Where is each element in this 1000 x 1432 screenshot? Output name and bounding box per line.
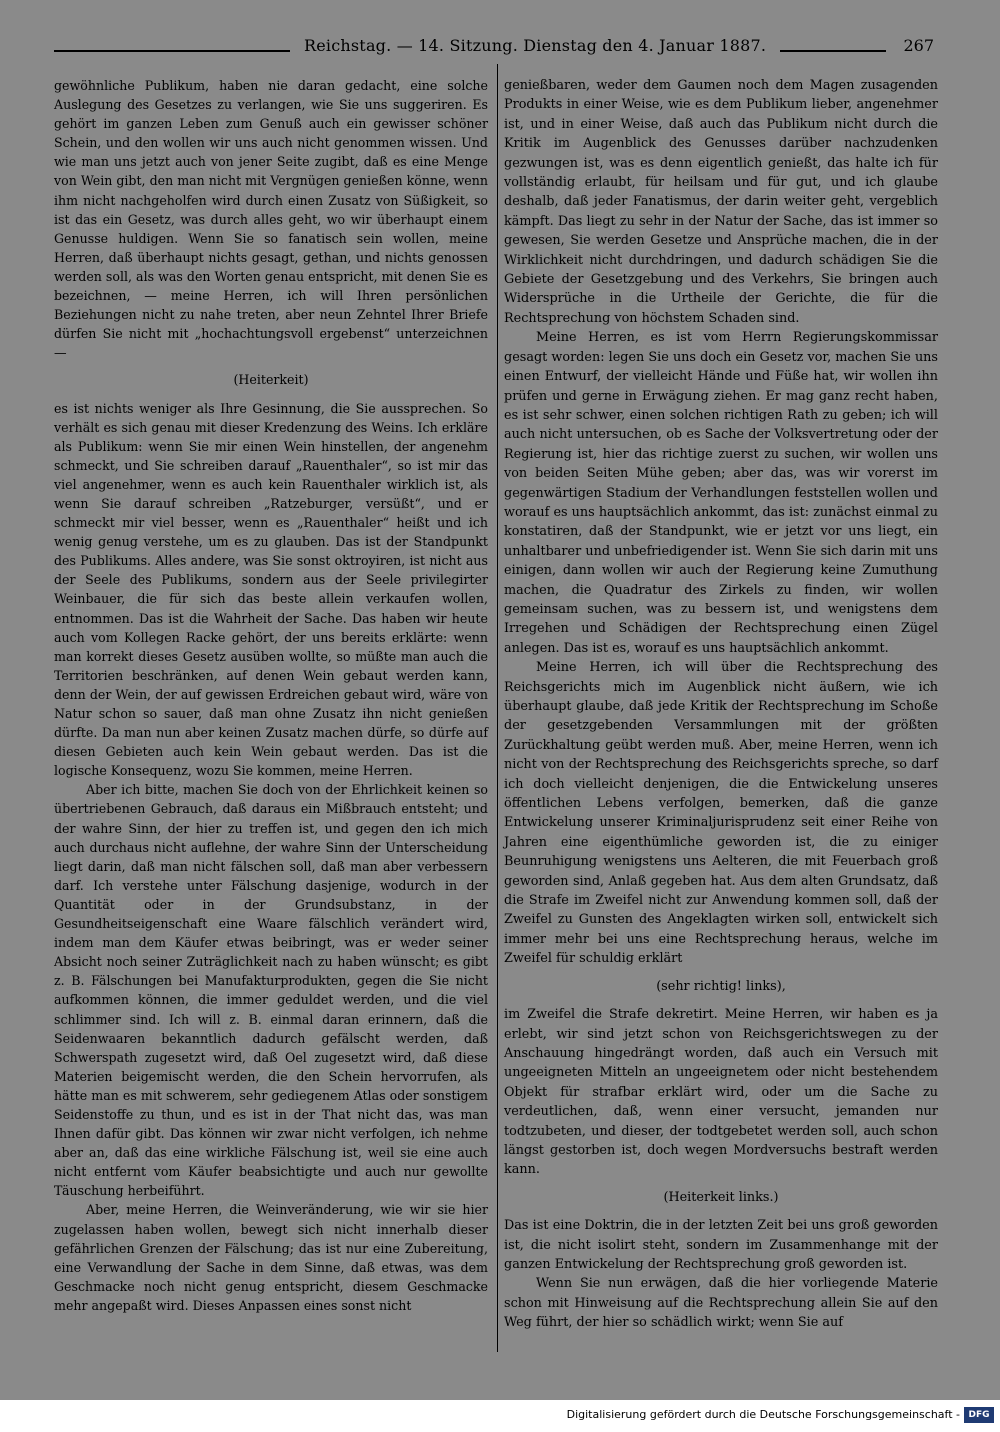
right-column <box>504 76 938 1333</box>
page-number: 267 <box>903 36 934 55</box>
interjection: (Heiterkeit) <box>233 372 309 388</box>
paragraph: Aber ich bitte, machen Sie doch von der Ehrlichkeit keinen so übertriebenen Gebrauch, daß daraus ein Mißbrauch entsteht; und der wahre Sinn, der hier zu treffen ist, und gegen den ich mich auch durchaus nicht auflehne, der wahre Sinn der Unterscheidung liegt darin, daß man nicht fälschen soll, daß man aber verbessern darf. Ich verstehe unter Fälschung dasjenige, wodurch in der Quantität oder in der Grundsubstanz, in der Gesundheitseigenschaft eine Waare fälschlich verändert wird, indem man dem Käufer etwas beibringt, was er weder seiner Absicht noch seiner Zuträglichkeit nach zu haben wünscht; es gibt z. B. Fälschungen bei Manufakturprodukten, gegen die Sie nicht aufkommen können, die immer geduldet werden, und die viel schlimmer sind. Ich will z. B. einmal daran erinnern, daß die Seidenwaaren bekanntlich dadurch gefälscht werden, daß Schwerspath zugesetzt wird, daß Oel zugesetzt wird, daß diese Materien beigemischt werden, die den Schein hervorrufen, als hätte man es mit schwerem, sehr gediegenem Atlas oder sonstigem Seidenstoffe zu thun, und es ist in der That nicht das, was man Ihnen dafür gibt. Das können wir zwar nicht verfolgen, ich nehme aber an, daß das eine wirkliche Fälschung ist, weil sie eine auch nicht entfernt vom Käufer beabsichtigte und auch nur gewollte Täuschung herbeiführt. <box>54 782 488 1199</box>
paragraph: Meine Herren, ich will über die Rechtsprechung des Reichsgerichts mich im Augenblick nicht äußern, wie ich überhaupt glaube, daß jede Kritik der Rechtsprechung im Schoße der gesetzgebenden Versammlungen mit der größten Zurückhaltung geübt werden muß. Aber, meine Herren, wenn ich nicht von der Rechtsprechung des Reichsgerichts spreche, so darf ich doch vielleicht denjenigen, die die Entwickelung unseres öffentlichen Lebens verfolgen, bemerken, daß die ganze Entwickelung unserer Kriminaljurisprudenz seit einer Reihe von Jahren eine eigenthümliche geworden ist, die zu einiger Beunruhigung wenigstens uns Aelteren, die mit Feuerbach groß geworden sind, Anlaß gegeben hat. Aus dem alten Grundsatz, daß die Strafe im Zweifel nicht zur Anwendung kommen soll, daß der Zweifel zu Gunsten des Angeklagten wirken soll, entwickelt sich immer mehr bei uns eine Rechtsprechung heraus, welche im Zweifel für schuldig erklärt <box>504 660 938 967</box>
footer-credit: Digitalisierung gefördert durch die Deutsche Forschungsgemeinschaft - <box>566 1408 960 1421</box>
header-title: Reichstag. — 14. Sitzung. Dienstag den 4. Januar 1887. <box>304 36 767 55</box>
paragraph: Wenn Sie nun erwägen, daß die hier vorliegende Materie schon mit Hinweisung auf die Rechtsprechung allein Sie auf den Weg führt, der hier so schädlich wirkt; wenn Sie auf <box>504 1276 938 1331</box>
dfg-logo: DFG <box>964 1407 994 1423</box>
header-rule-right <box>780 50 886 52</box>
paragraph: im Zweifel die Strafe dekretirt. Meine Herren, wir haben es ja erlebt, wir sind jetzt schon von Reichsgerichtswegen zu der Anschauung hingedrängt worden, daß auch ein Versuch mit ungeeigneten Mitteln an ungeeignetem oder nicht bestehendem Objekt für strafbar erklärt wird, oder um die Sache zu verdeutlichen, daß, wenn einer versucht, jemanden nur todtzubeten, und dieser, der todtgebetet werden soll, auch schon längst gestorben ist, doch wegen Mordversuchs bestraft werden kann. <box>504 1007 938 1178</box>
paragraph: gewöhnliche Publikum, haben nie daran gedacht, eine solche Auslegung des Gesetzes zu verlangen, wie Sie uns suggeriren. Es gehört im ganzen Leben zum Genuß auch ein gewisser schöner Schein, und den wollen wir uns auch nicht genommen wissen. Und wie man uns jetzt auch von jener Seite zugibt, daß es eine Menge von Wein gibt, den man nicht mit Vergnügen genießen könne, wenn ihm nicht nachgeholfen wird durch einen Zusatz von Süßigkeit, so ist das ein Gesetz, was durch alles geht, wo wir überhaupt einem Genusse huldigen. Wenn Sie so fanatisch sein wollen, meine Herren, daß überhaupt nichts gesagt, gethan, und nichts genossen werden soll, als was den Worten genau entspricht, mit denen Sie es bezeichnen, — meine Herren, ich will Ihren persönlichen Beziehungen nicht zu nahe treten, aber neun Zehntel Ihrer Briefe dürfen Sie nicht mit „hochachtungsvoll ergebenst“ unterzeichnen — <box>54 78 488 361</box>
paragraph: Das ist eine Doktrin, die in der letzten Zeit bei uns groß geworden ist, die nicht isolirt steht, sondern im Zusammenhange mit der ganzen Entwickelung der Rechtsprechung groß geworden ist. <box>504 1218 938 1272</box>
paragraph: genießbaren, weder dem Gaumen noch dem Magen zusagenden Produkts in einer Weise, wie es dem Publikum lieber, angenehmer ist, und in einer Weise, daß auch das Publikum nicht durch die Kritik im Augenblick des Genusses darüber nachzudenken gezwungen ist, was es denn eigentlich genießt, das halte ich für vollständig erlaubt, für heilsam und für gut, und ich glaube deshalb, daß jeder Fanatismus, der darin weiter geht, vergeblich kämpft. Das liegt zu sehr in der Natur der Sache, das ist immer so gewesen, Sie werden Gesetze und Ansprüche machen, die in der Wirklichkeit nicht durchdringen, und dadurch schädigen Sie die Gebiete der Gesetzgebung und des Verkehrs, Sie bringen auch Widersprüche in die Urtheile der Gerichte, die für die Rechtsprechung von höchstem Schaden sind. <box>504 78 938 326</box>
interjection: (Heiterkeit links.) <box>663 1189 779 1205</box>
paragraph: Meine Herren, es ist vom Herrn Regierungskommissar gesagt worden: legen Sie uns doch ein Gesetz vor, machen Sie uns einen Entwurf, der vielleicht Hände und Füße hat, wir wollen ihn prüfen und gerne in Erwägung ziehen. Er mag ganz recht haben, es ist sehr schwer, einen solchen richtigen Rath zu geben; ich will auch nicht untersuchen, ob es Sache der Volksvertretung oder der Regierung ist, hier das richtige zuerst zu suchen, wir wollen uns von beiden Seiten Mühe geben; aber das, was wir vorerst im gegenwärtigen Stadium der Verhandlungen feststellen wollen und worauf es uns hauptsächlich ankommt, das ist: zunächst einmal zu konstatiren, daß der Standpunkt, wie er jetzt vor uns liegt, ein unhaltbarer und unbefriedigender ist. Wenn Sie sich darin mit uns einigen, dann wollen wir auch der Regierung keine Zumuthung machen, die Quadratur des Zirkels zu finden, wir wollen gemeinsam suchen, was zu bessern ist, und wenigstens dem Irregehen und Schädigen der Rechtsprechung einen Zügel anlegen. Das ist es, worauf es uns hauptsächlich ankommt. <box>504 330 938 656</box>
header-rule-left <box>54 50 290 52</box>
left-column <box>54 76 488 1315</box>
column-divider <box>497 64 498 1352</box>
running-header <box>50 36 940 62</box>
interjection: (sehr richtig! links), <box>656 978 786 994</box>
paragraph: es ist nichts weniger als Ihre Gesinnung, die Sie aussprechen. So verhält es sich genau mit dieser Kredenzung des Weins. Ich erkläre als Publikum: wenn Sie mir einen Wein hinstellen, der angenehm schmeckt, und Sie schreiben darauf „Rauenthaler“, so ist mir das viel angenehmer, wenn es auch kein Rauenthaler wirklich ist, als wenn Sie darauf schreiben „Ratzeburger, versüßt“, und er schmeckt mir viel besser, wenn es „Rauenthaler“ heißt und ich wenig genug verstehe, um es zu glauben. Das ist der Standpunkt des Publikums. Alles andere, was Sie sonst oktroyiren, ist nicht aus der Seele des Publikums, sondern aus der Seele privilegirter Weinbauer, die für sich das beste allein verkaufen wollen, entnommen. Das ist die Wahrheit der Sache. Das haben wir heute auch vom Kollegen Racke gehört, der uns bereits erklärte: wenn man korrekt dieses Gesetz ausüben wollte, so müßte man auch die Territorien beschränken, auf denen Wein gebaut werden kann, denn der Wein, der auf gewissen Erdreichen gebaut wird, wäre von Natur schon so sauer, daß man ohne Zusatz ihn nicht genießen dürfte. Da man nun aber keinen Zusatz machen dürfe, so dürfe auf diesen Gebieten auch kein Wein gebaut werden. Das ist die logische Konsequenz, wozu Sie kommen, meine Herren. <box>54 400 488 779</box>
paragraph: Aber, meine Herren, die Weinveränderung, wie wir sie hier zugelassen haben wollen, bewegt sich nicht innerhalb dieser gefährlichen Grenzen der Fälschung; das ist nur eine Zubereitung, eine Verwandlung der Sache in dem Sinne, daß etwas, was dem Geschmacke noch nicht genug entspricht, diesem Geschmacke mehr angepaßt wird. Dieses Anpassen eines sonst nicht <box>54 1202 488 1313</box>
footer-bar <box>0 1400 1000 1432</box>
